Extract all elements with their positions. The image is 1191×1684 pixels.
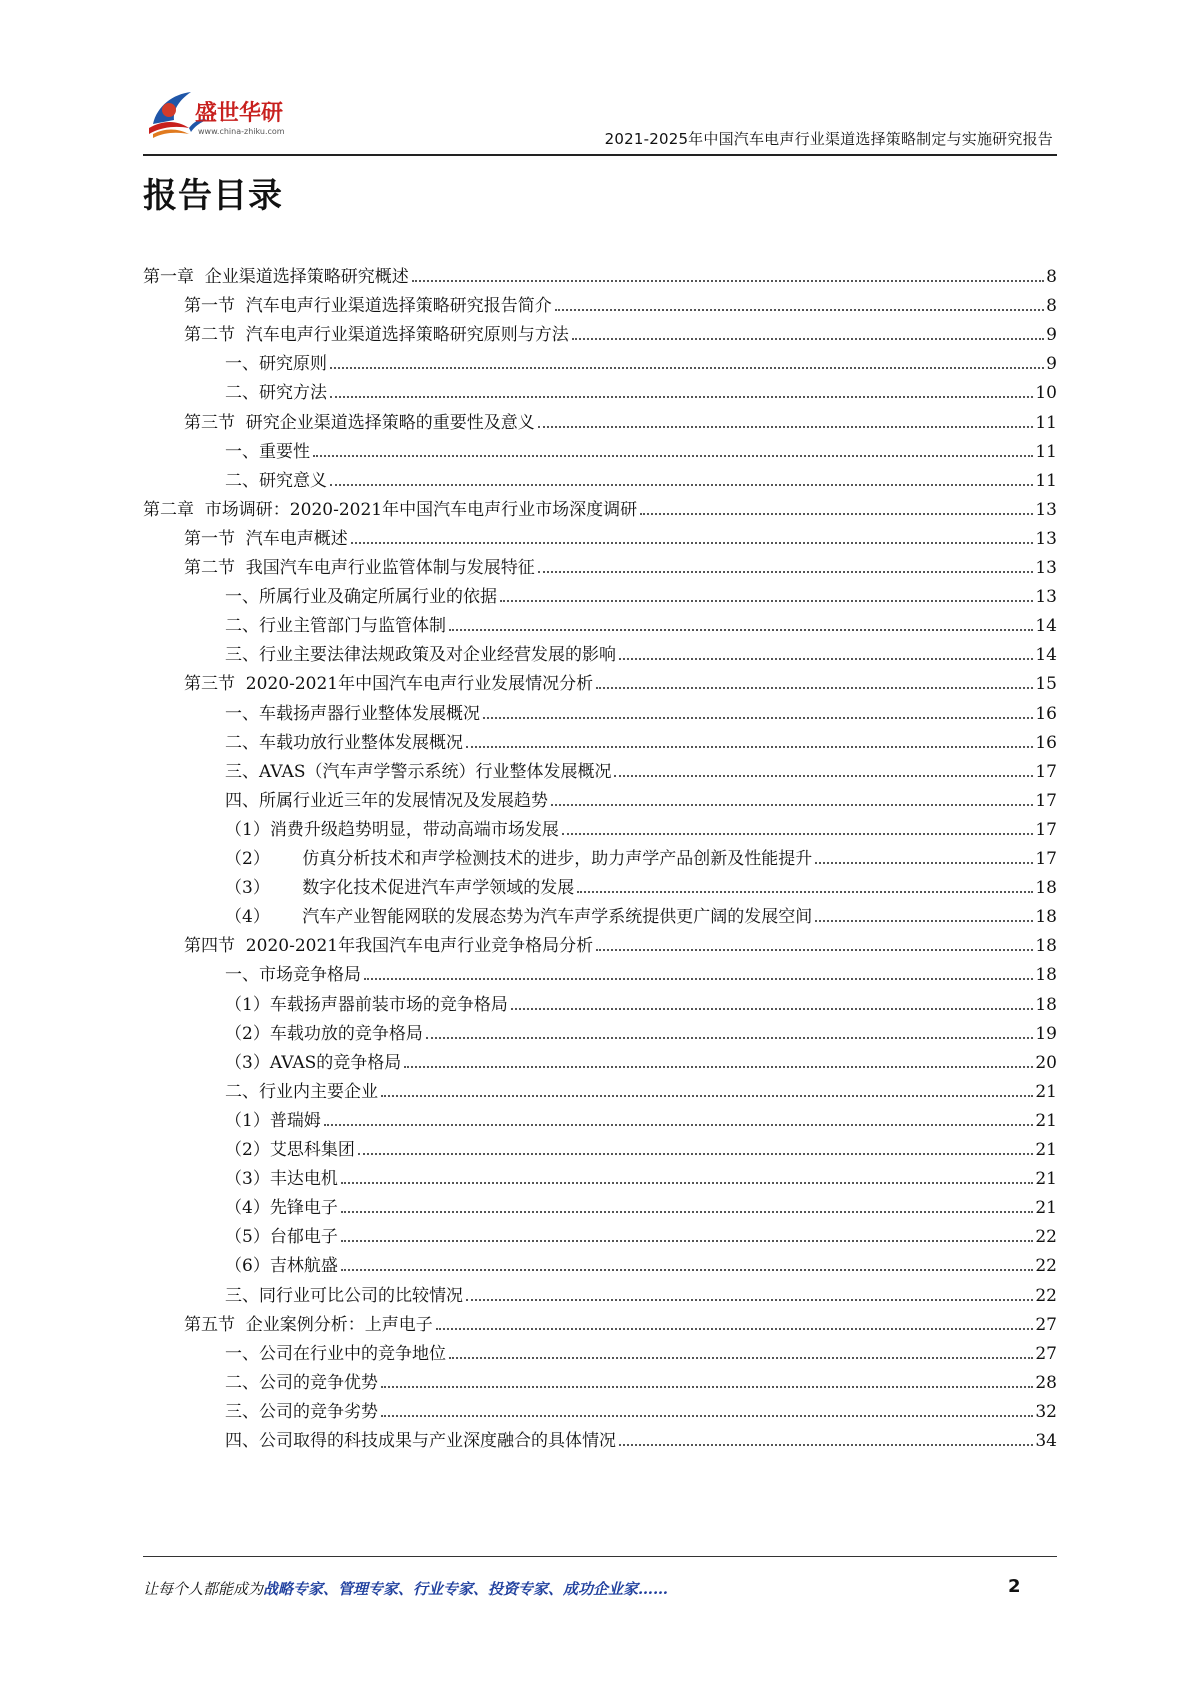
toc-dot-leader [562,833,1034,835]
toc-dot-leader [341,1269,1034,1271]
toc-entry[interactable] [143,258,1057,288]
toc-entry-page: 8 [1046,267,1057,287]
toc-entry-page: 18 [1035,965,1057,986]
toc-entry-page: 11 [1035,470,1057,491]
toc-entry-title: 四、公司取得的科技成果与产业深度融合的具体情况 [225,1431,616,1451]
toc-entry-title: 二、研究方法 [225,383,327,404]
company-logo [143,84,303,146]
toc-entry[interactable] [143,665,1057,695]
toc-entry[interactable] [143,1306,1057,1336]
toc-entry[interactable] [143,782,1057,812]
toc-entry[interactable] [143,1364,1057,1394]
toc-entry-page: 9 [1046,325,1057,346]
toc-entry-title: （3） 数字化技术促进汽车声学领域的发展 [225,878,575,899]
toc-entry-page: 14 [1035,645,1057,666]
toc-entry[interactable] [143,1131,1057,1161]
slogan-lead: 让每个人都能成为 [143,1580,264,1598]
toc-entry[interactable] [143,1189,1057,1219]
slogan-roles: 战略专家、管理专家、行业专家、投资专家、成功企业家…… [263,1580,669,1598]
toc-dot-leader [313,455,1033,457]
toc-entry-page: 14 [1035,616,1057,637]
toc-entry-title: 二、车载功放行业整体发展概况 [225,732,463,753]
toc-entry-page: 22 [1035,1227,1057,1248]
toc-entry-page: 13 [1035,587,1057,608]
toc-dot-leader [351,542,1034,544]
toc-entry-title: 一、公司在行业中的竞争地位 [225,1343,446,1364]
toc-entry[interactable] [143,927,1057,957]
toc-dot-leader [572,338,1044,340]
toc-entry[interactable] [143,374,1057,404]
toc-dot-leader [596,949,1033,951]
toc-dot-leader [341,1240,1034,1242]
toc-entry-page: 32 [1035,1401,1057,1422]
toc-entry-page: 10 [1035,383,1057,404]
toc-entry-title: 二、研究意义 [225,470,327,491]
toc-dot-leader [815,862,1033,864]
toc-entry-page: 8 [1046,296,1057,317]
toc-entry-page: 13 [1035,499,1057,520]
toc-entry-title: 一、重要性 [225,441,310,462]
toc-entry-page: 22 [1035,1256,1057,1277]
toc-entry-title: 一、研究原则 [225,354,327,375]
footer-divider [143,1556,1057,1557]
toc-entry-title: 三、公司的竞争劣势 [225,1401,378,1422]
toc-entry-title: （6）吉林航盛 [225,1256,338,1277]
toc-entry-title: 第三节 2020-2021年中国汽车电声行业发展情况分析 [184,674,594,695]
toc-entry-title: 第二节 我国汽车电声行业监管体制与发展特征 [184,558,535,578]
toc-entry-page: 21 [1035,1198,1057,1219]
toc-dot-leader [551,804,1033,806]
toc-entry[interactable] [143,1015,1057,1045]
toc-entry[interactable] [143,724,1057,754]
toc-entry[interactable] [143,1073,1057,1103]
report-title: 2021-2025年中国汽车电声行业渠道选择策略制定与实施研究报告 [604,130,1053,148]
toc-dot-leader [538,571,1034,573]
toc-entry[interactable] [143,404,1057,434]
toc-entry-title: 三、AVAS（汽车声学警示系统）行业整体发展概况 [225,761,612,782]
toc-entry[interactable] [143,869,1057,899]
toc-entry-title: 第一节 汽车电声概述 [184,528,348,549]
toc-entry[interactable] [143,636,1057,666]
toc-dot-leader [500,600,1033,602]
toc-dot-leader [538,426,1034,428]
toc-entry-page: 17 [1035,849,1057,869]
toc-entry-title: 三、同行业可比公司的比较情况 [225,1285,463,1306]
toc-entry-page: 34 [1035,1431,1057,1451]
toc-entry-page: 13 [1035,528,1057,549]
toc-entry-title: 二、公司的竞争优势 [225,1372,378,1393]
toc-entry[interactable] [143,898,1057,928]
toc-entry[interactable] [143,1102,1057,1132]
toc-entry-title: 二、行业内主要企业 [225,1081,378,1102]
toc-entry[interactable] [143,607,1057,637]
page-header [143,84,1057,159]
toc-entry[interactable] [143,491,1057,521]
toc-entry-page: 21 [1035,1110,1057,1131]
toc-entry-page: 28 [1035,1372,1057,1393]
toc-entry-page: 18 [1035,936,1057,957]
toc-dot-leader [436,1328,1034,1330]
toc-dot-leader [555,309,1044,311]
header-divider [143,154,1057,156]
toc-entry-title: 第二节 汽车电声行业渠道选择策略研究原则与方法 [184,325,569,346]
toc-dot-leader [449,629,1033,631]
toc-entry-title: 第三节 研究企业渠道选择策略的重要性及意义 [184,412,535,433]
toc-entry-title: 第一节 汽车电声行业渠道选择策略研究报告简介 [184,296,552,317]
toc-entry-page: 15 [1035,674,1057,695]
toc-dot-leader [426,1037,1034,1039]
toc-dot-leader [619,658,1033,660]
toc-entry[interactable] [143,1247,1057,1277]
toc-entry-page: 27 [1035,1314,1057,1335]
toc-entry-title: 一、所属行业及确定所属行业的依据 [225,587,497,608]
toc-entry-title: 第一章 企业渠道选择策略研究概述 [143,267,409,287]
toc-dot-leader [614,775,1033,777]
toc-entry-title: 三、行业主要法律法规政策及对企业经营发展的影响 [225,645,616,666]
toc-entry-page: 21 [1035,1140,1057,1160]
toc-entry-title: （2）艾思科集团 [225,1140,355,1160]
toc-entry-title: 第二章 市场调研：2020-2021年中国汽车电声行业市场深度调研 [143,499,638,520]
toc-entry[interactable] [143,345,1057,375]
toc-entry[interactable] [143,578,1057,608]
toc-entry-page: 9 [1046,354,1057,375]
toc-entry[interactable] [143,840,1057,870]
toc-dot-leader [815,920,1033,922]
toc-entry[interactable] [143,1393,1057,1423]
svg-text:盛世华研: 盛世华研 [195,101,284,126]
toc-entry[interactable] [143,1160,1057,1190]
toc-entry-page: 21 [1035,1169,1057,1190]
toc-entry[interactable] [143,956,1057,986]
toc-entry-page: 17 [1035,819,1057,840]
toc-entry-title: （4） 汽车产业智能网联的发展态势为汽车声学系统提供更广阔的发展空间 [225,907,813,928]
toc-entry-title: 四、所属行业近三年的发展情况及发展趋势 [225,790,548,811]
toc-entry-page: 17 [1035,790,1057,811]
toc-entry-page: 21 [1035,1081,1057,1102]
toc-entry-page: 18 [1035,907,1057,928]
toc-entry-title: （5）台郁电子 [225,1227,338,1248]
toc-dot-leader [511,1008,1034,1010]
toc-entry[interactable] [143,549,1057,579]
toc-entry-page: 16 [1035,703,1057,724]
toc-dot-leader [381,1095,1033,1097]
toc-entry[interactable] [143,520,1057,550]
toc-entry[interactable] [143,811,1057,841]
toc-entry[interactable] [143,316,1057,346]
toc-heading: 报告目录 [143,176,283,216]
toc-dot-leader [412,280,1044,282]
toc-entry-title: （1）消费升级趋势明显，带动高端市场发展 [225,819,559,840]
toc-entry[interactable] [143,287,1057,317]
toc-dot-leader [466,1299,1033,1301]
toc-entry-title: 一、市场竞争格局 [225,965,361,986]
toc-entry-page: 18 [1035,878,1057,899]
toc-entry-page: 20 [1035,1052,1057,1073]
toc-entry-page: 11 [1035,441,1057,462]
toc-dot-leader [330,484,1033,486]
toc-entry-page: 13 [1035,558,1057,578]
toc-entry-page: 18 [1035,994,1057,1015]
toc-entry[interactable] [143,462,1057,492]
toc-dot-leader [364,978,1033,980]
toc-dot-leader [330,367,1044,369]
toc-dot-leader [330,396,1033,398]
toc-entry[interactable] [143,1422,1057,1452]
toc-dot-leader [577,891,1033,893]
toc-entry[interactable] [143,1218,1057,1248]
toc-entry-page: 19 [1035,1023,1057,1044]
toc-dot-leader [640,513,1033,515]
toc-entry-title: （2）车载功放的竞争格局 [225,1023,423,1044]
logo-mark-icon [143,84,303,146]
toc-entry-title: 第四节 2020-2021年我国汽车电声行业竞争格局分析 [184,936,594,957]
page-number: 2 [1008,1576,1021,1597]
toc-entry-title: 二、行业主管部门与监管体制 [225,616,446,637]
toc-entry-title: （4）先锋电子 [225,1198,338,1219]
toc-entry-page: 17 [1035,761,1057,782]
toc-entry[interactable] [143,695,1057,725]
toc-entry[interactable] [143,433,1057,463]
toc-dot-leader [381,1386,1033,1388]
toc-dot-leader [358,1153,1034,1155]
toc-entry-page: 27 [1035,1343,1057,1364]
toc-dot-leader [596,687,1033,689]
toc-dot-leader [341,1182,1034,1184]
toc-entry[interactable] [143,986,1057,1016]
toc-entry[interactable] [143,753,1057,783]
toc-entry-title: （1）普瑞姆 [225,1110,321,1131]
footer-slogan [143,1578,668,1599]
toc-entry-page: 11 [1035,412,1057,433]
toc-dot-leader [449,1357,1033,1359]
toc-entry-title: 一、车载扬声器行业整体发展概况 [225,703,480,724]
toc-entry-title: （1）车载扬声器前装市场的竞争格局 [225,994,508,1015]
toc-entry-title: （3）AVAS的竞争格局 [225,1052,402,1073]
toc-dot-leader [404,1066,1033,1068]
toc-dot-leader [466,746,1033,748]
toc-entry-title: （2） 仿真分析技术和声学检测技术的进步，助力声学产品创新及性能提升 [225,849,813,869]
toc-entry[interactable] [143,1335,1057,1365]
toc-entry[interactable] [143,1277,1057,1307]
toc-dot-leader [483,717,1033,719]
toc-entry-page: 22 [1035,1285,1057,1306]
toc-dot-leader [619,1444,1033,1446]
toc-entry-title: （3）丰达电机 [225,1169,338,1190]
toc-entry-page: 16 [1035,732,1057,753]
svg-text:www.china-zhiku.com: www.china-zhiku.com [198,127,285,136]
toc-dot-leader [341,1211,1034,1213]
toc-dot-leader [324,1124,1034,1126]
toc-entry[interactable] [143,1044,1057,1074]
toc-dot-leader [381,1415,1033,1417]
toc-entry-title: 第五节 企业案例分析：上声电子 [184,1314,433,1335]
